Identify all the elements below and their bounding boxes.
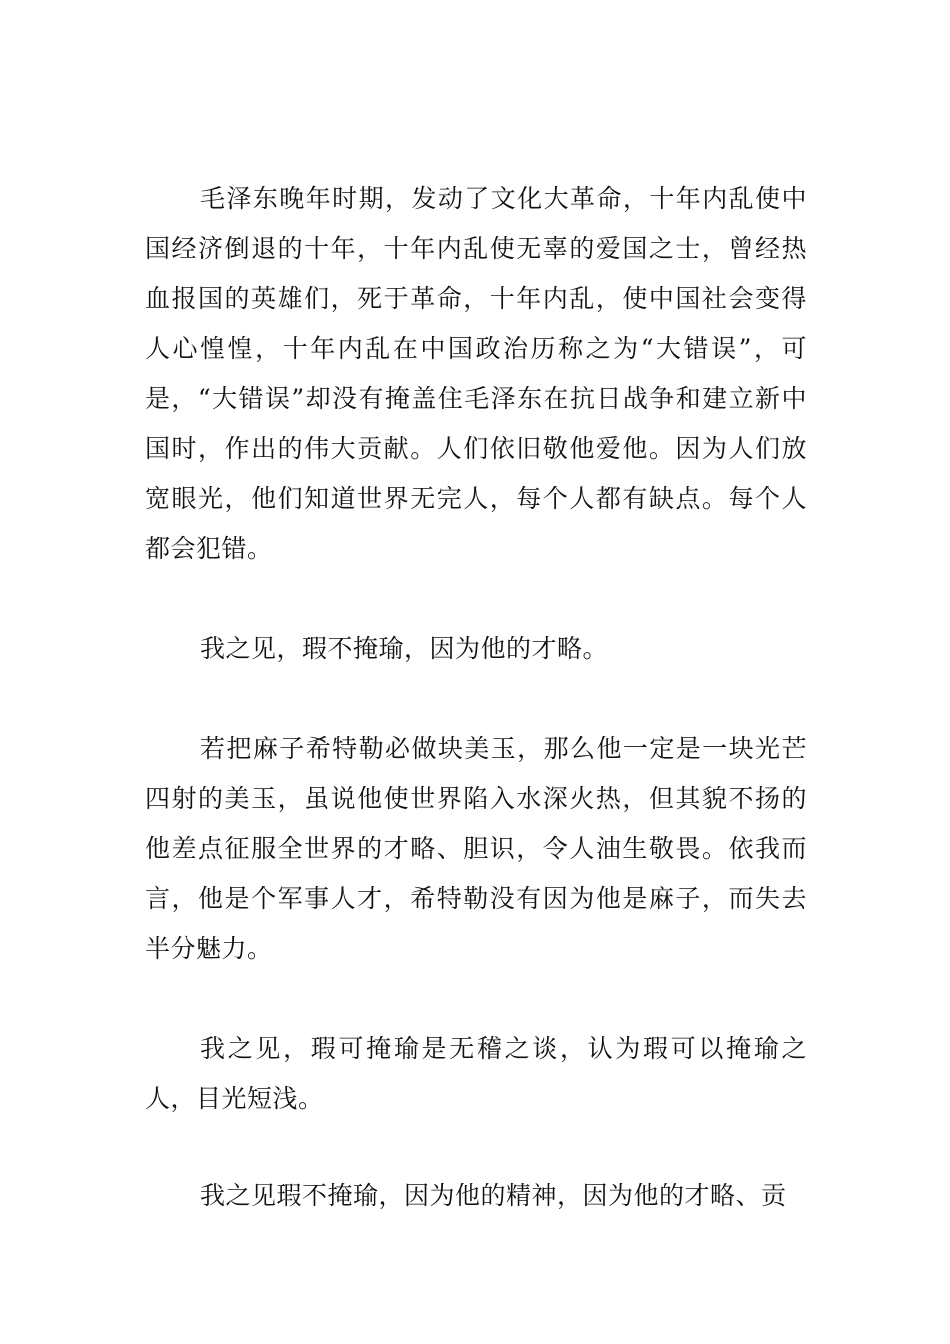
paragraph-hitler: 若把麻子希特勒必做块美玉，那么他一定是一块光芒四射的美玉，虽说他使世界陷入水深火热，但其貌不扬的他差点征服全世界的才略、胆识，令人油生敬畏。依我而言，他是个军事人才，希特勒没有因为他是麻子，而失去半分魅力。 (145, 734, 807, 963)
paragraph-conclusion: 我之见瑕不掩瑜，因为他的精神，因为他的才略、贡 (200, 1181, 787, 1210)
paragraph-thesis-talent: 我之见，瑕不掩瑜，因为他的才略。 (200, 634, 609, 663)
paragraph-counterargument: 我之见，瑕可掩瑜是无稽之谈，认为瑕可以掩瑜之人，目光短浅。 (145, 1034, 807, 1113)
paragraph-mao-zedong: 毛泽东晚年时期，发动了文化大革命，十年内乱使中国经济倒退的十年，十年内乱使无辜的爱国之士，曾经热血报国的英雄们，死于革命，十年内乱，使中国社会变得人心惶惶，十年内乱在中国政治历称之为“大错误”，可是，“大错误”却没有掩盖住毛泽东在抗日战争和建立新中国时，作出的伟大贡献。人们依旧敬他爱他。因为人们放宽眼光，他们知道世界无完人，每个人都有缺点。每个人都会犯错。 (145, 184, 807, 563)
